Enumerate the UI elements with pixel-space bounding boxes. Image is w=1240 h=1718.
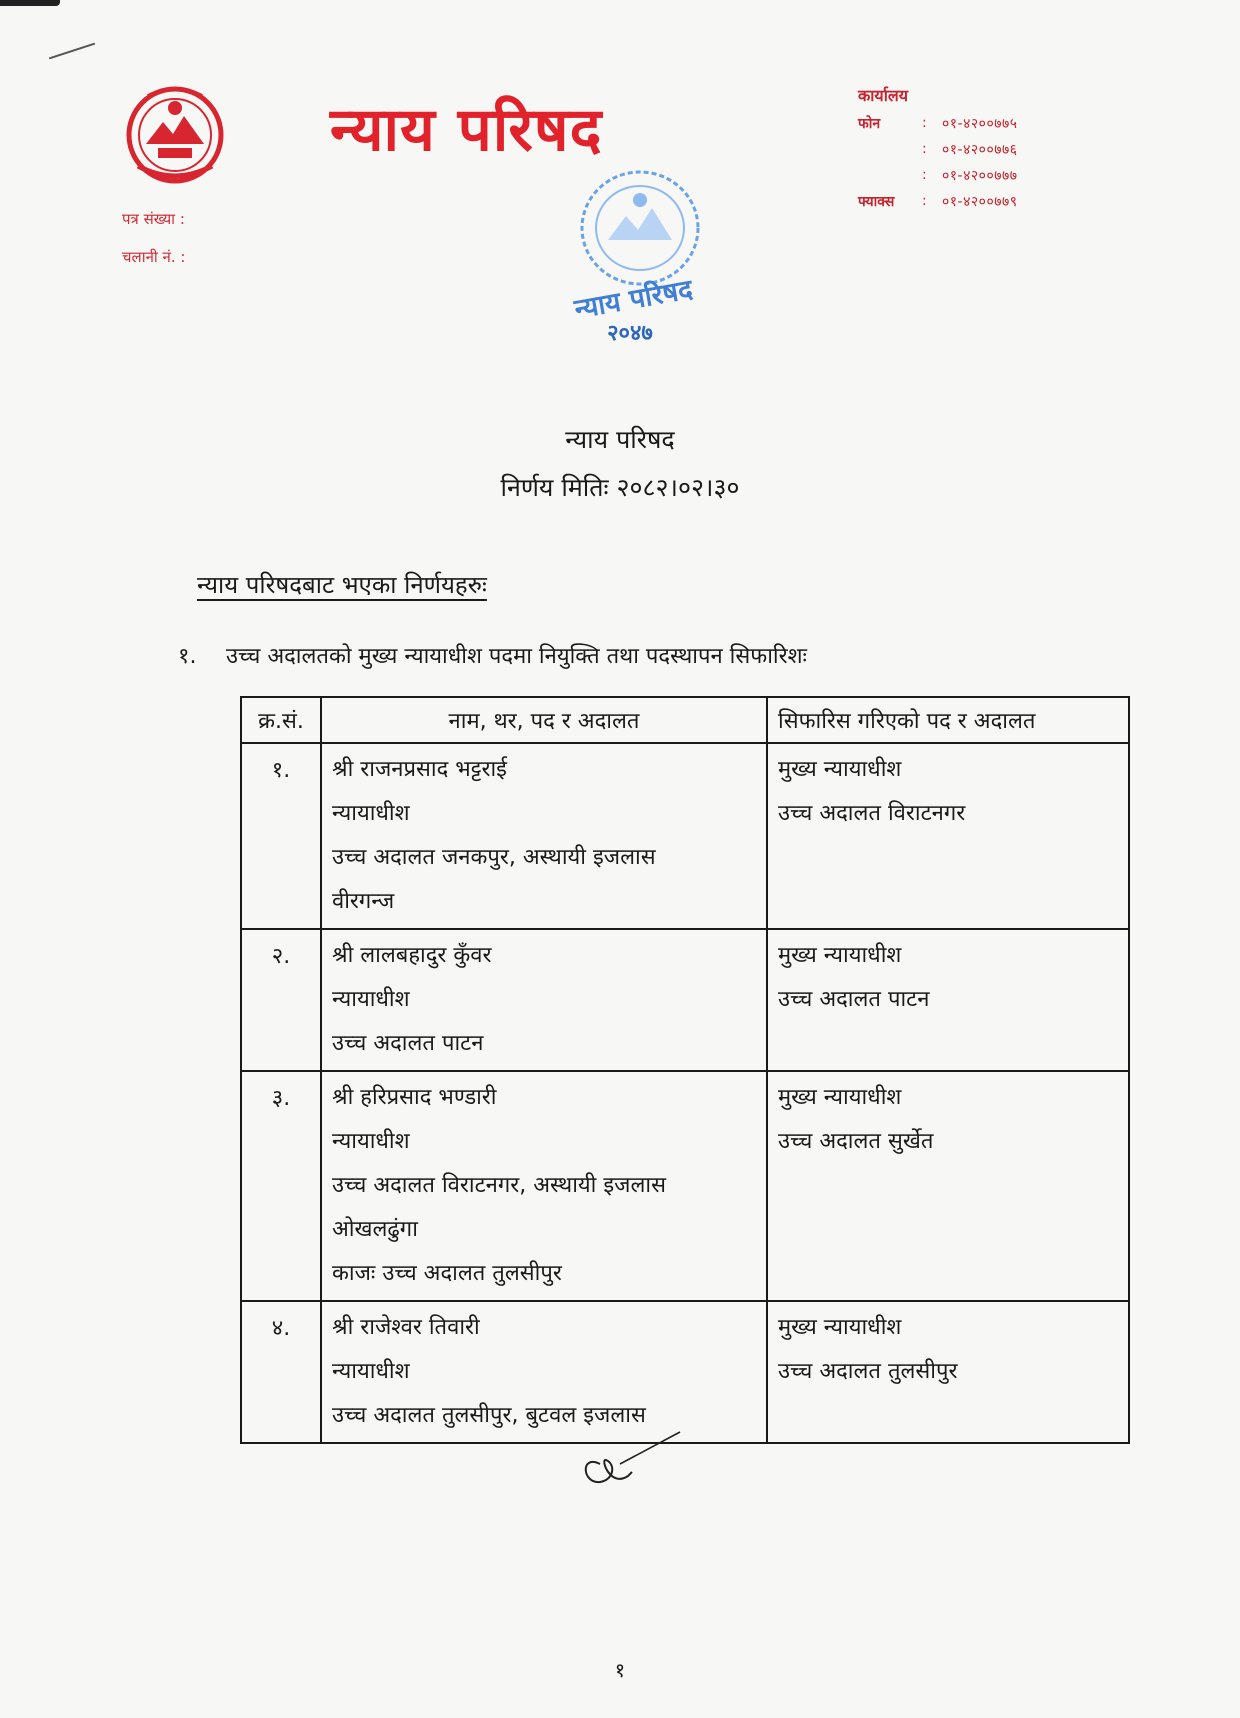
recommended-court: उच्च अदालत पाटन [778,987,930,1012]
table-row [241,929,1129,1071]
dispatch-number-label: चलानी नं. : [122,248,186,266]
serial-cell: ३. [241,1071,321,1301]
contact-number: ०१-४२००७७७ [942,167,1018,184]
column-header-name: नाम, थर, पद र अदालत [321,697,767,743]
serial-cell: ४. [241,1301,321,1443]
judge-name: श्री राजनप्रसाद भट्टराई [332,757,507,782]
recommended-court: उच्च अदालत तुलसीपुर [778,1359,958,1384]
acting-court: काजः उच्च अदालत तुलसीपुर [332,1261,562,1286]
contact-number: ०१-४२००७७९ [942,193,1018,210]
contact-row: : ०१-४२००७७७ [922,167,1018,184]
stamp-year: २०४७ [607,321,653,346]
current-court-location: वीरगन्ज [332,889,395,914]
judge-title: न्यायाधीश [332,801,410,826]
contact-row: फोन : ०१-४२००७७५ [858,115,1018,132]
item-number: १. [178,644,197,669]
details-cell [321,743,767,929]
office-heading: कार्यालय [858,86,908,105]
scan-corner-mark [0,0,60,6]
recommended-post: मुख्य न्यायाधीश [778,1085,902,1110]
details-cell [321,1301,767,1443]
official-stamp-icon [560,158,730,348]
recommended-cell [767,1301,1129,1443]
contact-row: : ०१-४२००७७६ [922,141,1018,158]
section-heading: न्याय परिषदबाट भएका निर्णयहरुः [197,571,487,599]
column-header-serial: क्र.सं. [241,697,321,743]
serial-cell: १. [241,743,321,929]
judge-name: श्री राजेश्वर तिवारी [332,1315,480,1340]
national-emblem-icon [118,78,233,193]
column-header-recommended: सिफारिस गरिएको पद र अदालत [767,697,1129,743]
current-court: उच्च अदालत तुलसीपुर, बुटवल इजलास [332,1403,646,1428]
current-court: उच्च अदालत जनकपुर, अस्थायी इजलास [332,845,656,870]
contact-number: ०१-४२००७७६ [942,141,1018,158]
stamp-text: न्याय परिषद [572,274,695,326]
reference-fields [122,200,185,276]
recommendation-table [240,696,1130,1444]
signature-initials-icon [570,1424,690,1494]
judge-title: न्यायाधीश [332,1129,410,1154]
details-cell [321,1071,767,1301]
recommended-court: उच्च अदालत सुर्खेत [778,1129,934,1154]
details-cell [321,929,767,1071]
recommended-post: मुख्य न्यायाधीश [778,943,902,968]
item-heading-text: उच्च अदालतको मुख्य न्यायाधीश पदमा नियुक्ति तथा पदस्थापन सिफारिशः [226,644,807,669]
decision-date: निर्णय मितिः २०८२।०२।३० [500,473,740,502]
office-contact-block [858,84,1018,214]
recommended-court: उच्च अदालत विराटनगर [778,801,966,826]
contact-row: फ्याक्स : ०१-४२००७७९ [858,193,1018,210]
table-row [241,1071,1129,1301]
recommended-cell [767,929,1129,1071]
judge-name: श्री हरिप्रसाद भण्डारी [332,1085,497,1110]
current-court: उच्च अदालत विराटनगर, अस्थायी इजलास [332,1173,666,1198]
contact-label: फोन [858,115,881,132]
judge-title: न्यायाधीश [332,987,410,1012]
recommended-cell [767,1071,1129,1301]
table-row [241,743,1129,929]
letterhead-title: न्याय परिषद [330,95,603,165]
ref-number-label: पत्र संख्या : [122,210,185,228]
decision-item-heading [178,640,807,670]
recommended-post: मुख्य न्यायाधीश [778,1315,902,1340]
recommended-cell [767,743,1129,929]
table-header-row [241,697,1129,743]
contact-number: ०१-४२००७७५ [942,115,1018,132]
pen-stroke-mark [49,43,95,60]
recommended-post: मुख्य न्यायाधीश [778,757,902,782]
judge-title: न्यायाधीश [332,1359,410,1384]
current-court: उच्च अदालत पाटन [332,1031,484,1056]
judge-name: श्री लालबहादुर कुँवर [332,943,492,968]
page-number: १ [614,1658,626,1682]
current-court-location: ओखलढुंगा [332,1217,418,1242]
serial-cell: २. [241,929,321,1071]
document-title: न्याय परिषद [565,425,675,454]
table-row [241,1301,1129,1443]
contact-label: फ्याक्स [858,193,895,210]
